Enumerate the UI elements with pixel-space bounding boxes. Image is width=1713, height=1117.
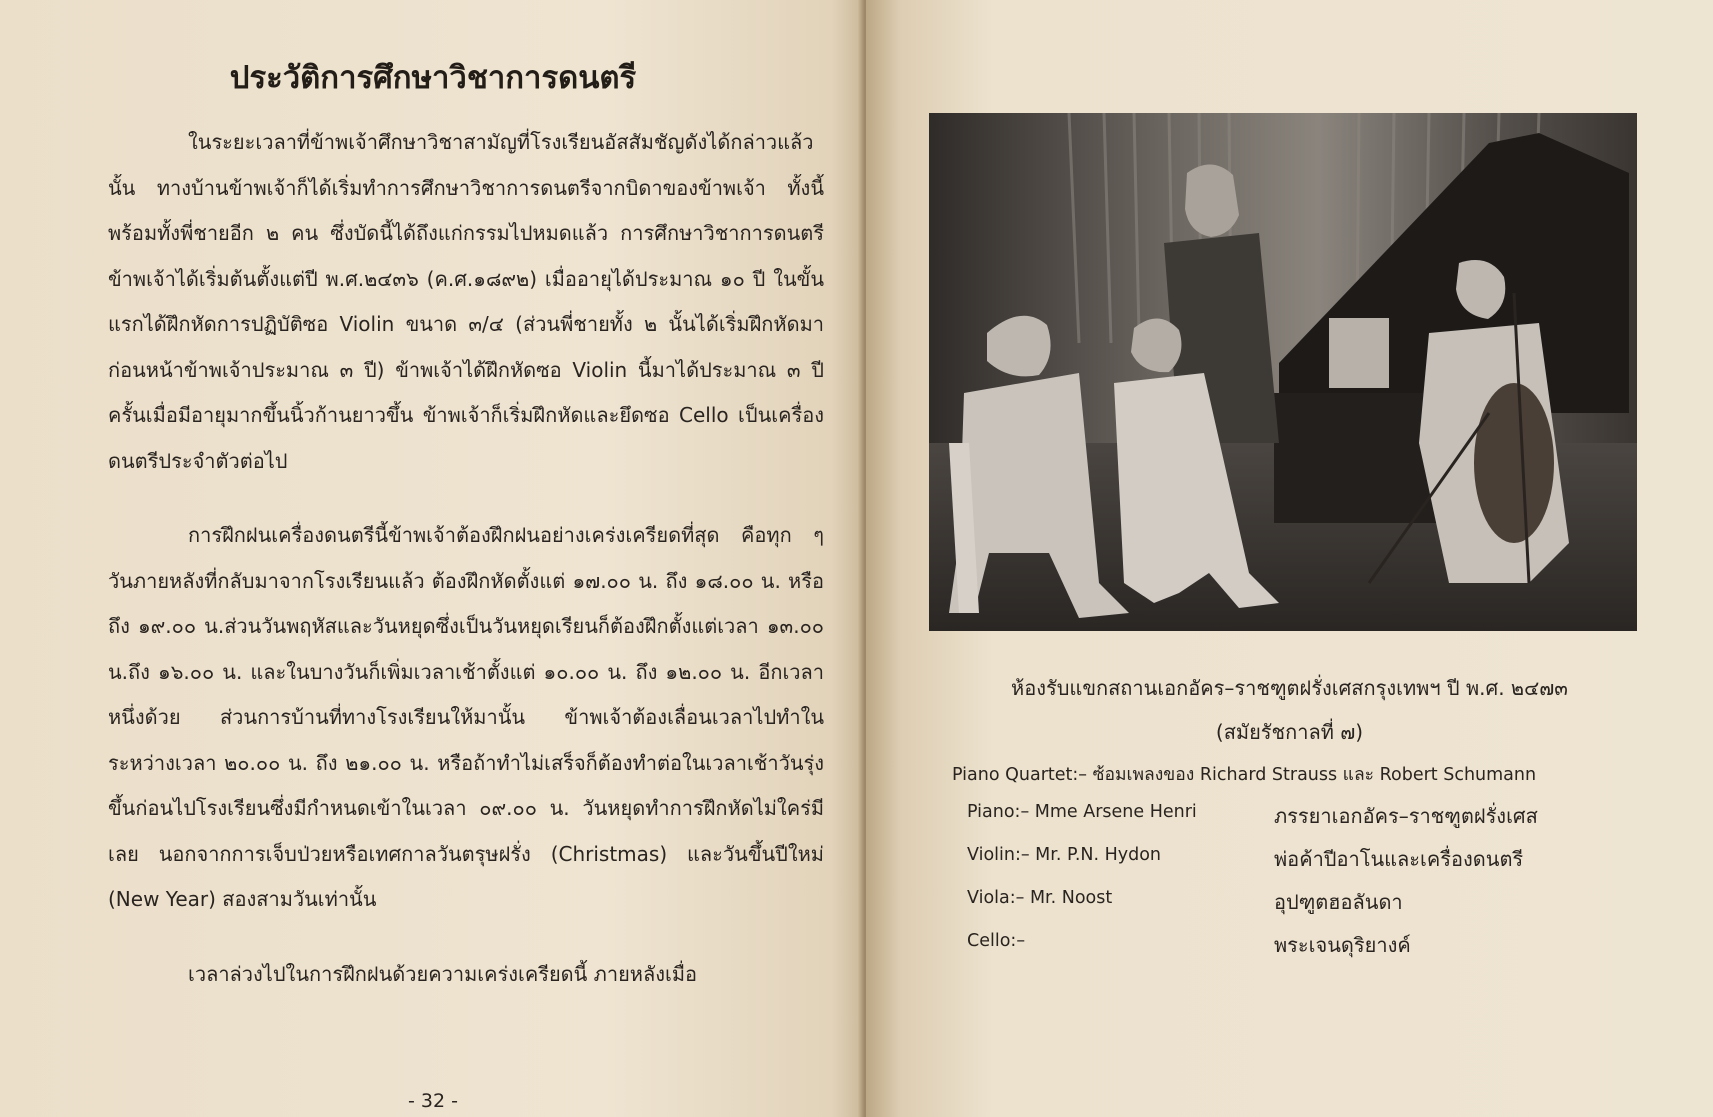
roster-description: พระเจนดุริยางค์ bbox=[1274, 933, 1411, 957]
roster-role: Viola:– Mr. Noost bbox=[967, 888, 1113, 908]
roster-description: อุปฑูตฮอลันดา bbox=[1274, 890, 1403, 914]
roster-description: ภรรยาเอกอัคร–ราชฑูตฝรั่งเศส bbox=[1274, 804, 1538, 828]
roster-role: Violin:– Mr. P.N. Hydon bbox=[967, 845, 1162, 865]
body-text bbox=[108, 120, 824, 997]
performer-roster bbox=[967, 802, 1647, 974]
paragraph-2: การฝึกฝนเครื่องดนตรีนี้ข้าพเจ้าต้องฝึกฝนอย่างเคร่งเครียดที่สุด คือทุก ๆ วันภายหลังที่กลับมาจากโรงเรียนแล้ว ต้องฝึกหัดตั้งแต่ ๑๗.๐๐ น. ถึง ๑๘.๐๐ น. หรือ ถึง ๑๙.๐๐ น.ส่วนวันพฤหัสและวันหยุดซึ่งเป็นวันหยุดเรียนก็ต้องฝึกตั้งแต่เวลา ๑๓.๐๐ น.ถึง ๑๖.๐๐ น. และในบางวันก็เพิ่มเวลาเช้าตั้งแต่ ๑๐.๐๐ น. ถึง ๑๒.๐๐ น. อีกเวลาหนึ่งด้วย ส่วนการบ้านที่ทางโรงเรียนให้มานั้น ข้าพเจ้าต้องเลื่อนเวลาไปทำในระหว่างเวลา ๒๐.๐๐ น. ถึง ๒๑.๐๐ น. หรือถ้าทำไม่เสร็จก็ต้องทำต่อในเวลาเช้าวันรุ่งขึ้นก่อนไปโรงเรียนซึ่งมีกำหนดเข้าในเวลา ๐๙.๐๐ น. วันหยุดทำการฝึกหัดไม่ใคร่มีเลย นอกจากการเจ็บป่วยหรือเทศกาลวันตรุษฝรั่ง (Christmas) และวันขึ้นปีใหม่ (New Year) สองสามวันเท่านั้น bbox=[108, 523, 824, 911]
paragraph-3: เวลาล่วงไปในการฝึกฝนด้วยความเคร่งเครียดนี้ ภายหลังเมื่อ bbox=[188, 961, 698, 986]
roster-row-violin bbox=[967, 845, 1647, 888]
roster-row-cello bbox=[967, 931, 1647, 974]
page-title: ประวัติการศึกษาวิชาการดนตรี bbox=[229, 60, 637, 96]
roster-row-viola bbox=[967, 888, 1647, 931]
photo-caption: ห้องรับแขกสถานเอกอัคร–ราชฑูตฝรั่งเศสกรุงเทพฯ ปี พ.ศ. ๒๔๗๓ bbox=[1011, 676, 1568, 700]
paragraph-1: ในระยะเวลาที่ข้าพเจ้าศึกษาวิชาสามัญที่โรงเรียนอัสสัมชัญดังได้กล่าวแล้วนั้น ทางบ้านข้าพเจ้าก็ได้เริ่มทำการศึกษาวิชาการดนตรีจากบิดาของข้าพเจ้า ทั้งนี้พร้อมทั้งพี่ชายอีก ๒ คน ซึ่งบัดนี้ได้ถึงแก่กรรมไปหมดแล้ว การศึกษาวิชาการดนตรี ข้าพเจ้าได้เริ่มต้นตั้งแต่ปี พ.ศ.๒๔๓๖ (ค.ศ.๑๘๙๒) เมื่ออายุได้ประมาณ ๑๐ ปี ในขั้นแรกได้ฝึกหัดการปฏิบัติซอ Violin ขนาด ๓/๔ (ส่วนพี่ชายทั้ง ๒ นั้นได้เริ่มฝึกหัดมาก่อนหน้าข้าพเจ้าประมาณ ๓ ปี) ข้าพเจ้าได้ฝึกหัดซอ Violin นี้มาได้ประมาณ ๓ ปี ครั้นเมื่อมีอายุมากขึ้นนิ้วก้านยาวขึ้น ข้าพเจ้าก็เริ่มฝึกหัดและยึดซอ Cello เป็นเครื่องดนตรีประจำตัวต่อไป bbox=[108, 130, 825, 473]
photo-caption-subtitle: (สมัยรัชกาลที่ ๗) bbox=[1215, 720, 1364, 744]
roster-role: Cello:– bbox=[967, 931, 1026, 951]
quartet-description: Piano Quartet:– ซ้อมเพลงของ Richard Strauss และ Robert Schumann bbox=[952, 765, 1537, 785]
page-number: - 32 - bbox=[408, 1090, 458, 1112]
quartet-photograph bbox=[929, 113, 1637, 631]
roster-row-piano bbox=[967, 802, 1647, 845]
roster-role: Piano:– Mme Arsene Henri bbox=[967, 802, 1197, 822]
roster-description: พ่อค้าปีอาโนและเครื่องดนตรี bbox=[1274, 847, 1524, 871]
